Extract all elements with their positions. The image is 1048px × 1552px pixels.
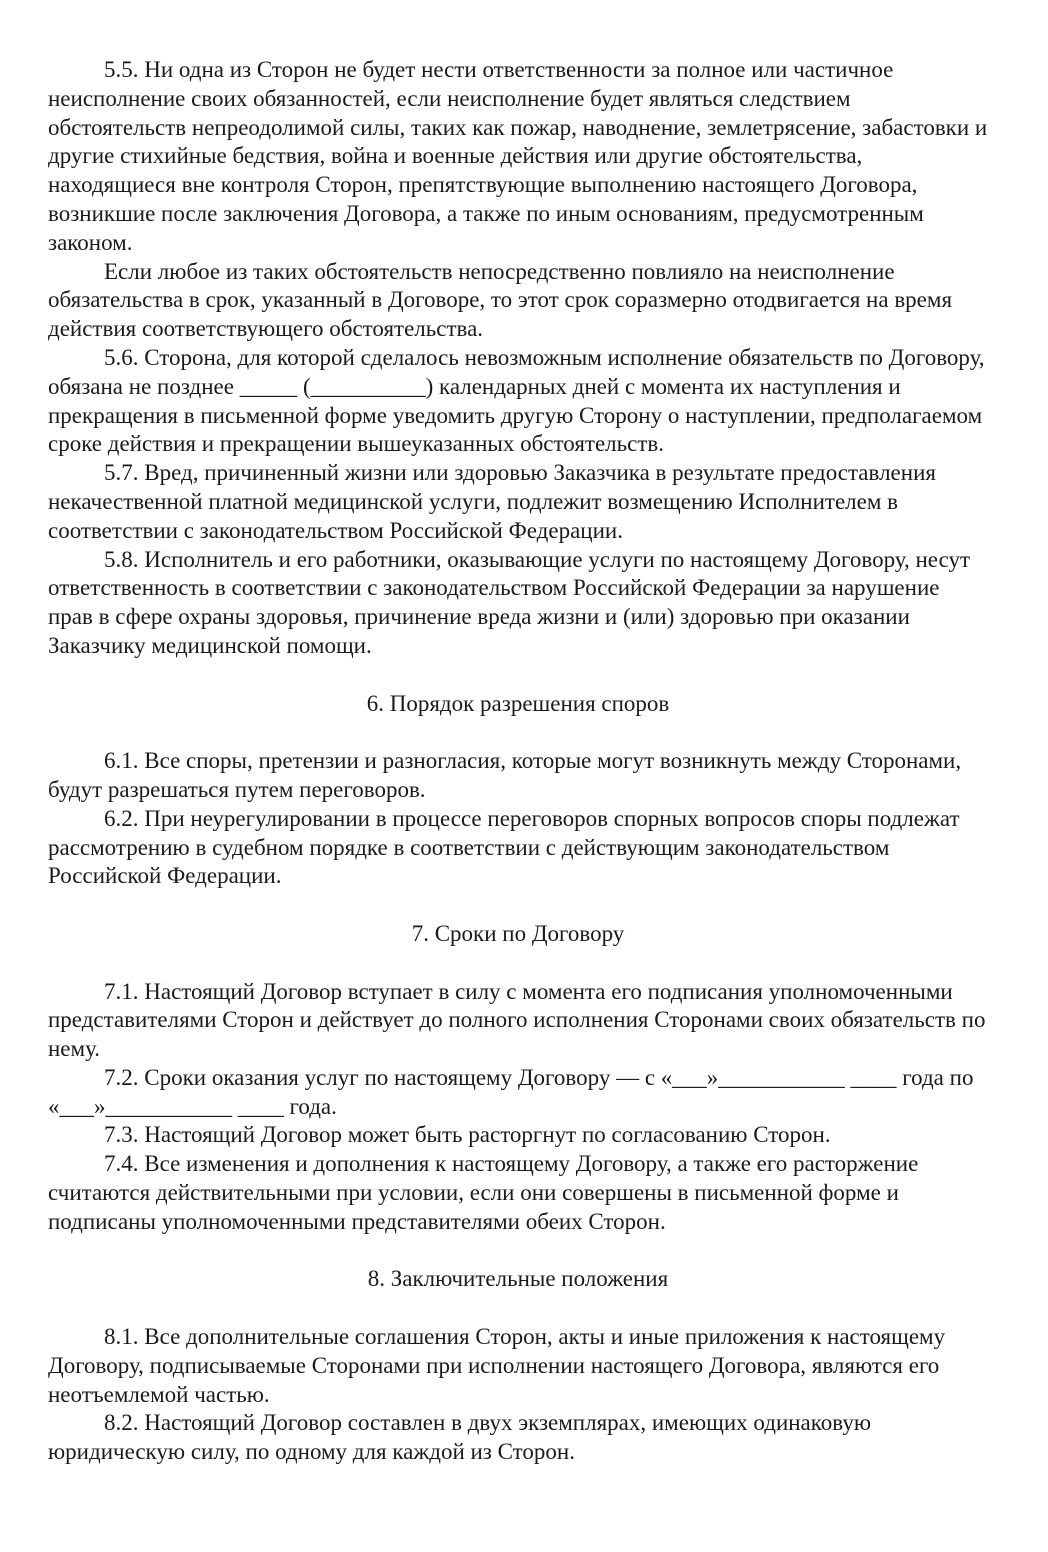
- clause-5-6: 5.6. Сторона, для которой сделалось невозможным исполнение обязательств по Договору, обязана не позднее _____ (__________) календарных дней с момента их наступления и прекращения в письменной форме уведомить другую Сторону о наступлении, предполагаемом сроке действия и прекращении вышеуказанных обстоятельств.: [48, 344, 985, 457]
- section-heading-8: 8. Заключительные положения: [367, 1266, 669, 1292]
- clause-7-2: 7.2. Сроки оказания услуг по настоящему Договору — с «___»___________ ____ года по «___»___________ ____ года.: [48, 1064, 974, 1119]
- clause-5-5: 5.5. Ни одна из Сторон не будет нести ответственности за полное или частичное неисполнение своих обязанностей, если неисполнение будет являться следствием обстоятельств непреодолимой силы, таких как пожар, наводнение, землетрясение, забастовки и другие стихийные бедствия, война и военные действия или другие обстоятельства, находящиеся вне контроля Сторон, препятствующие выполнению настоящего Договора, возникшие после заключения Договора, а также по иным основаниям, предусмотренным законом.: [48, 57, 988, 255]
- section-heading-7: 7. Сроки по Договору: [411, 920, 625, 946]
- clause-5-5-continuation: Если любое из таких обстоятельств непосредственно повлияло на неисполнение обязательства в срок, указанный в Договоре, то этот срок соразмерно отодвигается на время действия соответствующего обстоятельства.: [48, 258, 953, 342]
- clause-5-8: 5.8. Исполнитель и его работники, оказывающие услуги по настоящему Договору, несут ответственность в соответствии с законодательством Российской Федерации за нарушение прав в сфере охраны здоровья, причинение вреда жизни и (или) здоровью при оказании Заказчику медицинской помощи.: [48, 546, 971, 658]
- clause-7-3: 7.3. Настоящий Договор может быть расторгнут по согласованию Сторон.: [104, 1122, 831, 1148]
- clause-8-1: 8.1. Все дополнительные соглашения Сторон, акты и иные приложения к настоящему Договору, подписываемые Сторонами при исполнении настоящего Договора, являются его неотъемлемой частью.: [48, 1324, 946, 1407]
- clause-6-1: 6.1. Все споры, претензии и разногласия, которые могут возникнуть между Сторонами, будут разрешаться путем переговоров.: [48, 748, 962, 802]
- document-page: [48, 56, 988, 1467]
- clause-7-1: 7.1. Настоящий Договор вступает в силу с момента его подписания уполномоченными представителями Сторон и действует до полного исполнения Сторонами своих обязательств по нему.: [48, 978, 986, 1062]
- clause-6-2: 6.2. При неурегулировании в процессе переговоров спорных вопросов споры подлежат рассмотрению в судебном порядке в соответствии с действующим законодательством Российской Федерации.: [48, 805, 960, 889]
- clause-8-2: 8.2. Настоящий Договор составлен в двух экземплярах, имеющих одинаковую юридическую силу, по одному для каждой из Сторон.: [48, 1410, 872, 1465]
- section-heading-6: 6. Порядок разрешения споров: [366, 690, 670, 716]
- clause-5-7: 5.7. Вред, причиненный жизни или здоровью Заказчика в результате предоставления некачественной платной медицинской услуги, подлежит возмещению Исполнителем в соответствии с законодательством Российской Федерации.: [48, 460, 936, 543]
- clause-7-4: 7.4. Все изменения и дополнения к настоящему Договору, а также его расторжение считаются действительными при условии, если они совершены в письменной форме и подписаны уполномоченными представителями обеих Сторон.: [48, 1151, 919, 1234]
